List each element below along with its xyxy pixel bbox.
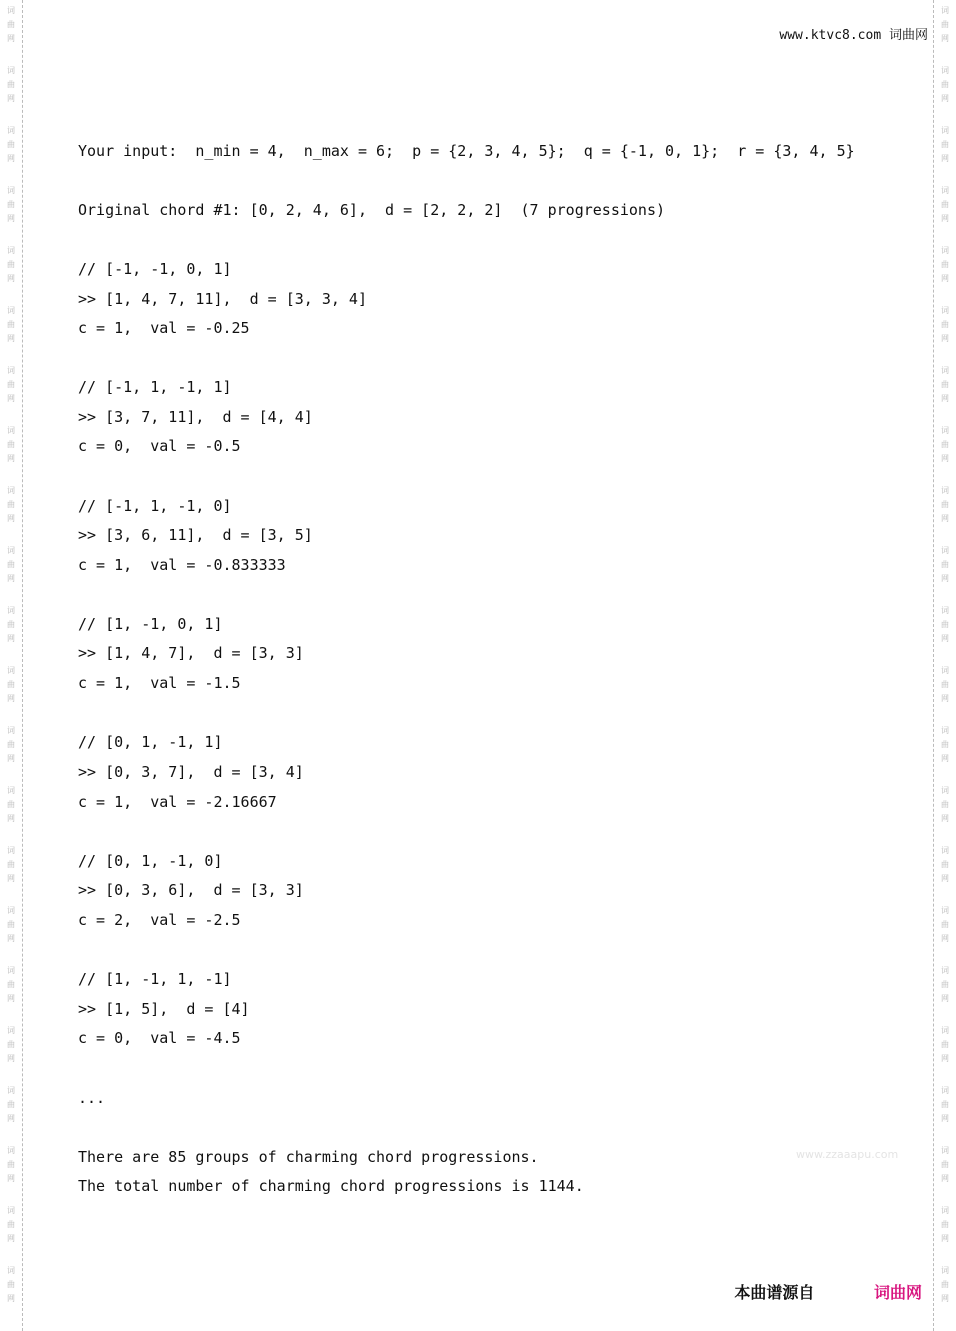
watermark-group [941, 784, 949, 844]
watermark-char: 网 [7, 754, 15, 763]
groups-summary: There are 85 groups of charming chord progressions. [78, 1148, 539, 1166]
watermark-char: 网 [941, 1294, 949, 1303]
watermark-group [7, 184, 15, 244]
watermark-char: 网 [7, 394, 15, 403]
watermark-char: 词 [941, 126, 949, 135]
watermark-char: 词 [941, 1266, 949, 1275]
watermark-char: 曲 [941, 1220, 949, 1229]
left-watermark-strip [2, 0, 20, 1331]
watermark-char: 词 [941, 726, 949, 735]
watermark-char: 曲 [7, 80, 15, 89]
watermark-char: 词 [7, 1026, 15, 1035]
watermark-char: 网 [941, 1054, 949, 1063]
watermark-char: 网 [941, 634, 949, 643]
watermark-char: 词 [941, 1086, 949, 1095]
watermark-char: 网 [7, 1174, 15, 1183]
watermark-char: 词 [941, 786, 949, 795]
watermark-group [7, 604, 15, 664]
progression-comment: // [0, 1, -1, 1] [78, 733, 223, 751]
watermark-group [7, 4, 15, 64]
watermark-char: 网 [941, 514, 949, 523]
watermark-char: 网 [7, 874, 15, 883]
watermark-char: 网 [7, 1114, 15, 1123]
watermark-char: 词 [941, 186, 949, 195]
watermark-char: 词 [941, 66, 949, 75]
watermark-char: 曲 [7, 1280, 15, 1289]
watermark-char: 曲 [941, 620, 949, 629]
watermark-char: 曲 [941, 1280, 949, 1289]
right-dashed-border [933, 0, 934, 1331]
progression-value: c = 1, val = -0.833333 [78, 556, 286, 574]
progression-value: c = 1, val = -2.16667 [78, 793, 277, 811]
watermark-char: 网 [7, 1234, 15, 1243]
watermark-char: 词 [7, 366, 15, 375]
watermark-group [7, 1204, 15, 1264]
watermark-char: 网 [7, 334, 15, 343]
watermark-char: 曲 [7, 260, 15, 269]
watermark-char: 词 [941, 306, 949, 315]
watermark-char: 网 [941, 1114, 949, 1123]
watermark-group [7, 304, 15, 364]
watermark-char: 曲 [941, 260, 949, 269]
watermark-group [941, 604, 949, 664]
watermark-char: 网 [7, 574, 15, 583]
original-chord-line: Original chord #1: [0, 2, 4, 6], d = [2, 2, 2] (7 progressions) [78, 201, 665, 219]
watermark-char: 网 [941, 214, 949, 223]
watermark-char: 网 [7, 34, 15, 43]
watermark-char: 词 [7, 426, 15, 435]
watermark-char: 曲 [7, 1040, 15, 1049]
progression-chord: >> [1, 5], d = [4] [78, 1000, 250, 1018]
watermark-group [941, 424, 949, 484]
watermark-char: 词 [7, 1146, 15, 1155]
watermark-char: 网 [7, 154, 15, 163]
watermark-char: 曲 [7, 20, 15, 29]
watermark-char: 曲 [7, 500, 15, 509]
watermark-char: 曲 [7, 620, 15, 629]
watermark-char: 曲 [7, 380, 15, 389]
watermark-char: 网 [941, 34, 949, 43]
watermark-char: 词 [7, 6, 15, 15]
watermark-char: 网 [941, 154, 949, 163]
watermark-char: 词 [7, 1086, 15, 1095]
watermark-char: 曲 [7, 1220, 15, 1229]
watermark-char: 曲 [941, 1100, 949, 1109]
watermark-group [7, 424, 15, 484]
header-site-url[interactable]: www.ktvc8.com [779, 28, 882, 43]
watermark-char: 网 [941, 694, 949, 703]
watermark-group [7, 784, 15, 844]
watermark-char: 词 [7, 126, 15, 135]
watermark-group [7, 1084, 15, 1144]
watermark-char: 曲 [941, 560, 949, 569]
watermark-char: 曲 [941, 380, 949, 389]
watermark-group [7, 1264, 15, 1324]
progression-value: c = 0, val = -4.5 [78, 1029, 241, 1047]
progression-comment: // [0, 1, -1, 0] [78, 852, 223, 870]
watermark-char: 曲 [941, 1040, 949, 1049]
watermark-char: 词 [7, 246, 15, 255]
watermark-group [7, 364, 15, 424]
watermark-group [941, 1144, 949, 1204]
watermark-char: 词 [7, 186, 15, 195]
watermark-group [941, 244, 949, 304]
watermark-char: 词 [941, 366, 949, 375]
watermark-char: 曲 [7, 140, 15, 149]
watermark-char: 曲 [7, 860, 15, 869]
watermark-char: 网 [7, 94, 15, 103]
watermark-char: 网 [941, 334, 949, 343]
progression-comment: // [1, -1, 1, -1] [78, 970, 232, 988]
progression-value: c = 1, val = -0.25 [78, 319, 250, 337]
watermark-char: 曲 [7, 440, 15, 449]
watermark-char: 词 [7, 726, 15, 735]
watermark-char: 网 [941, 574, 949, 583]
watermark-char: 网 [941, 454, 949, 463]
watermark-group [941, 4, 949, 64]
progression-value: c = 2, val = -2.5 [78, 911, 241, 929]
watermark-group [941, 1024, 949, 1084]
watermark-char: 网 [7, 994, 15, 1003]
progression-comment: // [-1, 1, -1, 1] [78, 378, 232, 396]
footer-source [734, 1280, 922, 1303]
watermark-char: 曲 [7, 320, 15, 329]
watermark-group [941, 184, 949, 244]
watermark-char: 曲 [941, 500, 949, 509]
header-site-name: 词曲网 [888, 28, 928, 43]
ellipsis: ... [78, 1089, 106, 1107]
watermark-group [7, 64, 15, 124]
watermark-group [941, 904, 949, 964]
progression-chord: >> [1, 4, 7], d = [3, 3] [78, 644, 304, 662]
watermark-char: 词 [7, 966, 15, 975]
watermark-char: 网 [7, 814, 15, 823]
left-dashed-border [22, 0, 23, 1331]
watermark-char: 词 [7, 846, 15, 855]
watermark-char: 网 [7, 694, 15, 703]
right-watermark-strip [936, 0, 954, 1331]
watermark-group [941, 1204, 949, 1264]
progression-comment: // [-1, 1, -1, 0] [78, 497, 232, 515]
watermark-group [941, 724, 949, 784]
watermark-char: 网 [7, 274, 15, 283]
progression-value: c = 1, val = -1.5 [78, 674, 241, 692]
watermark-char: 词 [7, 786, 15, 795]
watermark-char: 曲 [941, 680, 949, 689]
watermark-group [941, 964, 949, 1024]
watermark-group [7, 904, 15, 964]
watermark-group [941, 844, 949, 904]
watermark-group [941, 364, 949, 424]
input-line: Your input: n_min = 4, n_max = 6; p = {2, 3, 4, 5}; q = {-1, 0, 1}; r = {3, 4, 5} [78, 142, 855, 160]
footer-site-name[interactable]: 词曲网 [873, 1283, 922, 1302]
watermark-char: 曲 [7, 680, 15, 689]
watermark-group [7, 244, 15, 304]
watermark-char: 词 [941, 846, 949, 855]
watermark-group [7, 544, 15, 604]
watermark-char: 曲 [941, 80, 949, 89]
watermark-char: 词 [7, 666, 15, 675]
watermark-group [7, 844, 15, 904]
watermark-char: 词 [941, 1026, 949, 1035]
watermark-char: 网 [7, 934, 15, 943]
watermark-char: 曲 [941, 200, 949, 209]
watermark-char: 网 [7, 214, 15, 223]
watermark-char: 曲 [7, 560, 15, 569]
watermark-char: 词 [941, 246, 949, 255]
progression-comment: // [-1, -1, 0, 1] [78, 260, 232, 278]
watermark-char: 曲 [7, 200, 15, 209]
watermark-char: 网 [941, 1234, 949, 1243]
watermark-char: 网 [941, 394, 949, 403]
watermark-char: 曲 [7, 1100, 15, 1109]
watermark-char: 网 [7, 514, 15, 523]
watermark-group [7, 664, 15, 724]
watermark-group [7, 484, 15, 544]
watermark-char: 词 [7, 66, 15, 75]
watermark-char: 词 [7, 546, 15, 555]
progression-chord: >> [0, 3, 6], d = [3, 3] [78, 881, 304, 899]
watermark-group [7, 724, 15, 784]
watermark-char: 曲 [941, 320, 949, 329]
watermark-group [7, 1024, 15, 1084]
watermark-char: 曲 [941, 740, 949, 749]
watermark-char: 词 [7, 606, 15, 615]
total-summary: The total number of charming chord progressions is 1144. [78, 1177, 584, 1195]
watermark-char: 网 [941, 934, 949, 943]
watermark-char: 网 [941, 274, 949, 283]
watermark-char: 词 [941, 966, 949, 975]
faint-watermark: www.zzaaapu.com [796, 1148, 899, 1161]
watermark-char: 词 [941, 666, 949, 675]
watermark-char: 曲 [941, 20, 949, 29]
watermark-char: 词 [7, 906, 15, 915]
watermark-char: 曲 [7, 800, 15, 809]
watermark-char: 词 [7, 486, 15, 495]
watermark-char: 曲 [941, 980, 949, 989]
progression-comment: // [1, -1, 0, 1] [78, 615, 223, 633]
watermark-char: 词 [7, 1206, 15, 1215]
watermark-char: 词 [7, 1266, 15, 1275]
footer-source-label: 本曲谱源自 [734, 1283, 815, 1302]
watermark-char: 词 [941, 606, 949, 615]
watermark-char: 网 [941, 874, 949, 883]
progression-chord: >> [1, 4, 7, 11], d = [3, 3, 4] [78, 290, 367, 308]
watermark-char: 词 [941, 1206, 949, 1215]
watermark-char: 网 [7, 1294, 15, 1303]
watermark-char: 曲 [7, 1160, 15, 1169]
watermark-char: 曲 [941, 440, 949, 449]
watermark-char: 词 [941, 486, 949, 495]
watermark-char: 词 [941, 6, 949, 15]
watermark-char: 词 [941, 546, 949, 555]
progression-chord: >> [3, 7, 11], d = [4, 4] [78, 408, 313, 426]
watermark-char: 曲 [7, 920, 15, 929]
watermark-char: 词 [7, 306, 15, 315]
watermark-char: 网 [7, 634, 15, 643]
watermark-group [7, 124, 15, 184]
watermark-char: 词 [941, 1146, 949, 1155]
watermark-char: 曲 [7, 980, 15, 989]
watermark-group [941, 1264, 949, 1324]
watermark-char: 网 [7, 1054, 15, 1063]
progression-chord: >> [3, 6, 11], d = [3, 5] [78, 526, 313, 544]
watermark-char: 词 [941, 426, 949, 435]
watermark-group [941, 64, 949, 124]
progression-chord: >> [0, 3, 7], d = [3, 4] [78, 763, 304, 781]
watermark-char: 曲 [941, 860, 949, 869]
watermark-char: 曲 [7, 740, 15, 749]
progression-value: c = 0, val = -0.5 [78, 437, 241, 455]
watermark-group [941, 124, 949, 184]
watermark-group [941, 304, 949, 364]
watermark-char: 词 [941, 906, 949, 915]
watermark-char: 网 [7, 454, 15, 463]
watermark-group [941, 544, 949, 604]
watermark-char: 曲 [941, 140, 949, 149]
watermark-group [941, 1084, 949, 1144]
watermark-char: 曲 [941, 800, 949, 809]
watermark-char: 网 [941, 94, 949, 103]
watermark-char: 曲 [941, 1160, 949, 1169]
watermark-group [941, 484, 949, 544]
watermark-char: 曲 [941, 920, 949, 929]
watermark-char: 网 [941, 1174, 949, 1183]
watermark-char: 网 [941, 994, 949, 1003]
watermark-group [7, 1144, 15, 1204]
watermark-char: 网 [941, 814, 949, 823]
watermark-group [7, 964, 15, 1024]
watermark-group [941, 664, 949, 724]
watermark-char: 网 [941, 754, 949, 763]
